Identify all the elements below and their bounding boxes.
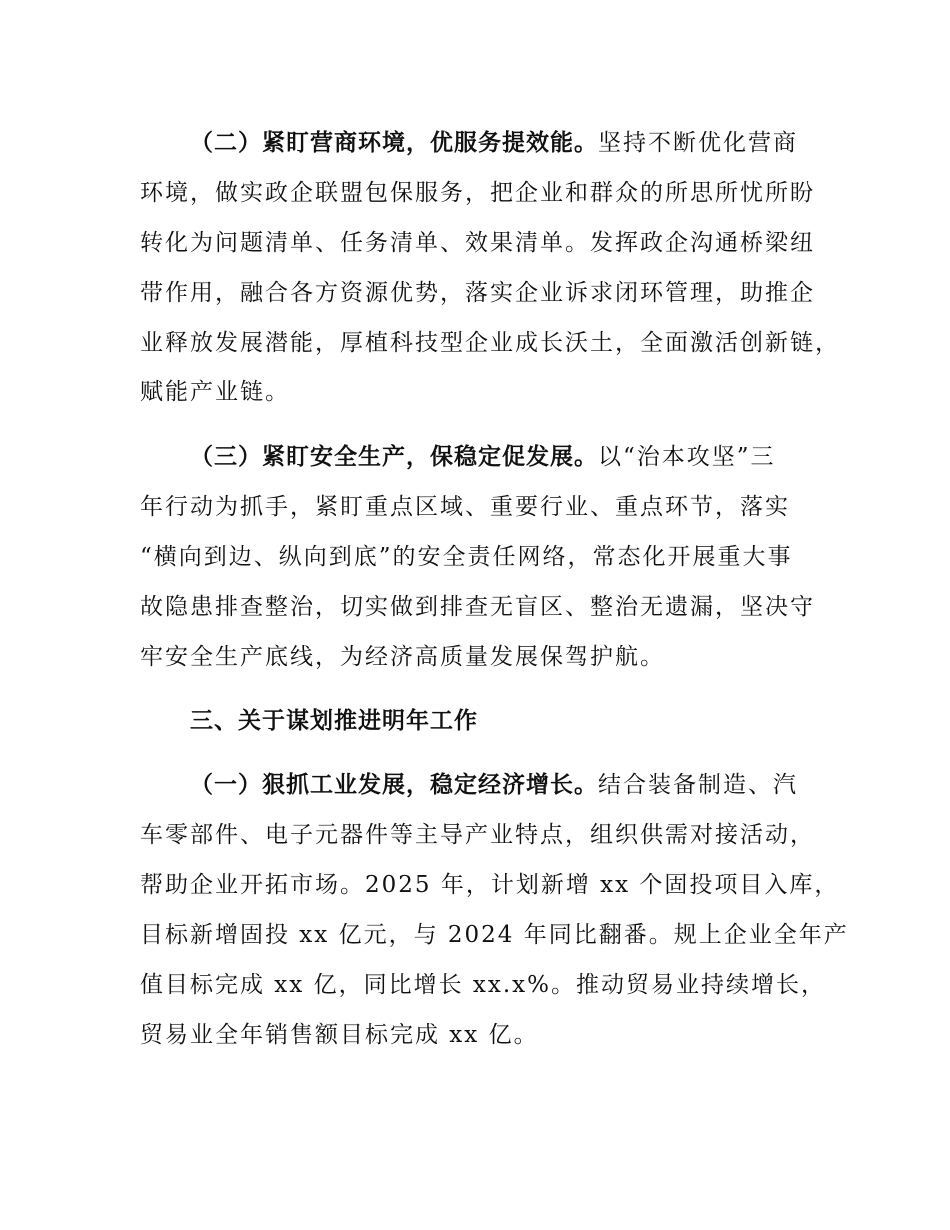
section-3-text-line-3: “横向到边、纵向到底”的安全责任网络，常态化开展重大事 bbox=[140, 544, 793, 570]
section-3-first-line bbox=[190, 442, 776, 472]
section-3-title: （三）紧盯安全生产，保稳定促发展。 bbox=[190, 444, 598, 470]
section-2-text-line-2: 环境，做实政企联盟包保服务，把企业和群众的所思所忧所盼 bbox=[140, 180, 815, 206]
section-1-text-line-2: 车零部件、电子元器件等主导产业特点，组织供需对接活动， bbox=[140, 822, 815, 848]
section-1-text-line-1: 结合装备制造、汽 bbox=[598, 772, 798, 798]
section-3-text-line-5: 牢安全生产底线，为经济高质量发展保驾护航。 bbox=[140, 644, 665, 670]
section-3-text-line-2: 年行动为抓手，紧盯重点区域、重要行业、重点环节，落实 bbox=[140, 494, 790, 520]
section-2-text-line-4: 带作用，融合各方资源优势，落实企业诉求闭环管理，助推企 bbox=[140, 280, 815, 306]
section-2-first-line bbox=[190, 128, 798, 158]
section-1-text-line-4: 目标新增固投 xx 亿元，与 2024 年同比翻番。规上企业全年产 bbox=[140, 922, 849, 948]
section-1-first-line bbox=[190, 770, 798, 800]
section-2-text-line-6: 赋能产业链。 bbox=[140, 379, 290, 405]
part-3-heading: 三、关于谋划推进明年工作 bbox=[190, 708, 478, 734]
section-2-title: （二）紧盯营商环境，优服务提效能。 bbox=[190, 130, 598, 156]
section-1-title: （一）狠抓工业发展，稳定经济增长。 bbox=[190, 772, 598, 798]
section-1-text-line-6: 贸易业全年销售额目标完成 xx 亿。 bbox=[140, 1022, 539, 1048]
section-3-text-line-1: 以“治本攻坚”三 bbox=[598, 444, 776, 470]
section-2-text-line-3: 转化为问题清单、任务清单、效果清单。发挥政企沟通桥梁纽 bbox=[140, 230, 815, 256]
section-2-text-line-5: 业释放发展潜能，厚植科技型企业成长沃土，全面激活创新链， bbox=[140, 330, 840, 356]
section-2-text-line-1: 坚持不断优化营商 bbox=[598, 130, 798, 156]
section-1-text-line-3: 帮助企业开拓市场。2025 年，计划新增 xx 个固投项目入库， bbox=[140, 872, 840, 898]
section-1-text-line-5: 值目标完成 xx 亿，同比增长 xx.x%。推动贸易业持续增长， bbox=[140, 972, 826, 998]
section-3-text-line-4: 故隐患排查整治，切实做到排查无盲区、整治无遗漏，坚决守 bbox=[140, 594, 815, 620]
